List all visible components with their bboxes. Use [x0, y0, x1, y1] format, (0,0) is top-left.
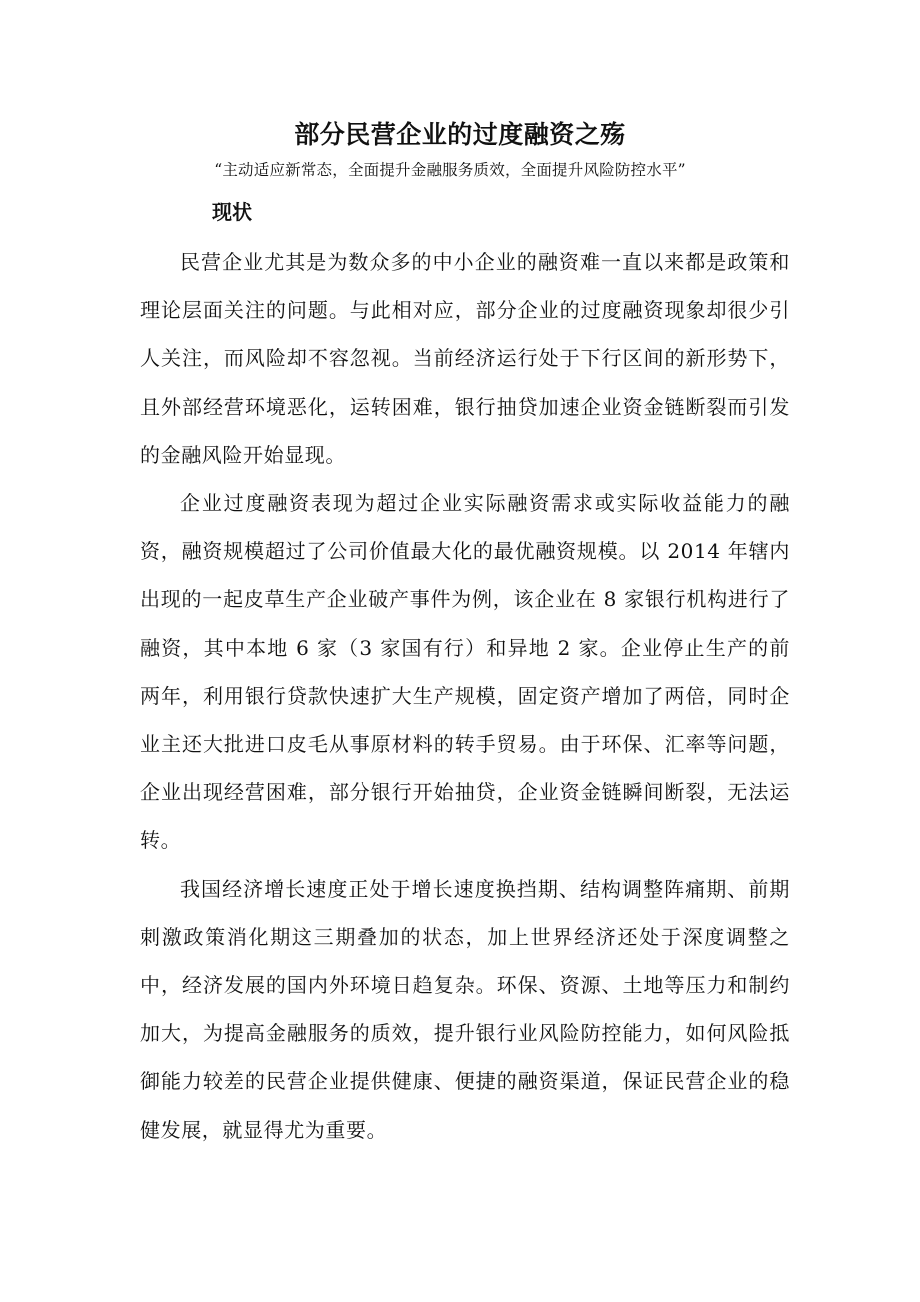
document-subtitle: “主动适应新常态，全面提升金融服务质效，全面提升风险防控水平”	[214, 161, 686, 179]
paragraph: 民营企业尤其是为数众多的中小企业的融资难一直以来都是政策和理论层面关注的问题。与此相对应，部分企业的过度融资现象却很少引人关注，而风险却不容忽视。当前经济运行处于下行区间的新形势下，且外部经营环境恶化，运转困难，银行抽贷加速企业资金链断裂而引发的金融风险开始显现。	[140, 250, 790, 467]
paragraph: 我国经济增长速度正处于增长速度换挡期、结构调整阵痛期、前期刺激政策消化期这三期叠加的状态，加上世界经济还处于深度调整之中，经济发展的国内外环境日趋复杂。环保、资源、土地等压力和制约加大，为提高金融服务的质效，提升银行业风险防控能力，如何风险抵御能力较差的民营企业提供健康、便捷的融资渠道，保证民营企业的稳健发展，就显得尤为重要。	[140, 876, 790, 1142]
paragraph: 企业过度融资表现为超过企业实际融资需求或实际收益能力的融资，融资规模超过了公司价值最大化的最优融资规模。以 2014 年辖内出现的一起皮草生产企业破产事件为例，该企业在 8 家银行机构进行了融资，其中本地 6 家（3 家国有行）和异地 2 家。企业停止生产的前两年，利用银行贷款快速扩大生产规模，固定资产增加了两倍，同时企业主还大批进口皮毛从事原材料的转手贸易。由于环保、汇率等问题，企业出现经营困难，部分银行开始抽贷，企业资金链瞬间断裂，无法运转。	[140, 491, 790, 853]
document-title: 部分民营企业的过度融资之殇	[294, 120, 626, 149]
section-heading: 现状	[212, 200, 252, 224]
body-text	[140, 238, 790, 1154]
